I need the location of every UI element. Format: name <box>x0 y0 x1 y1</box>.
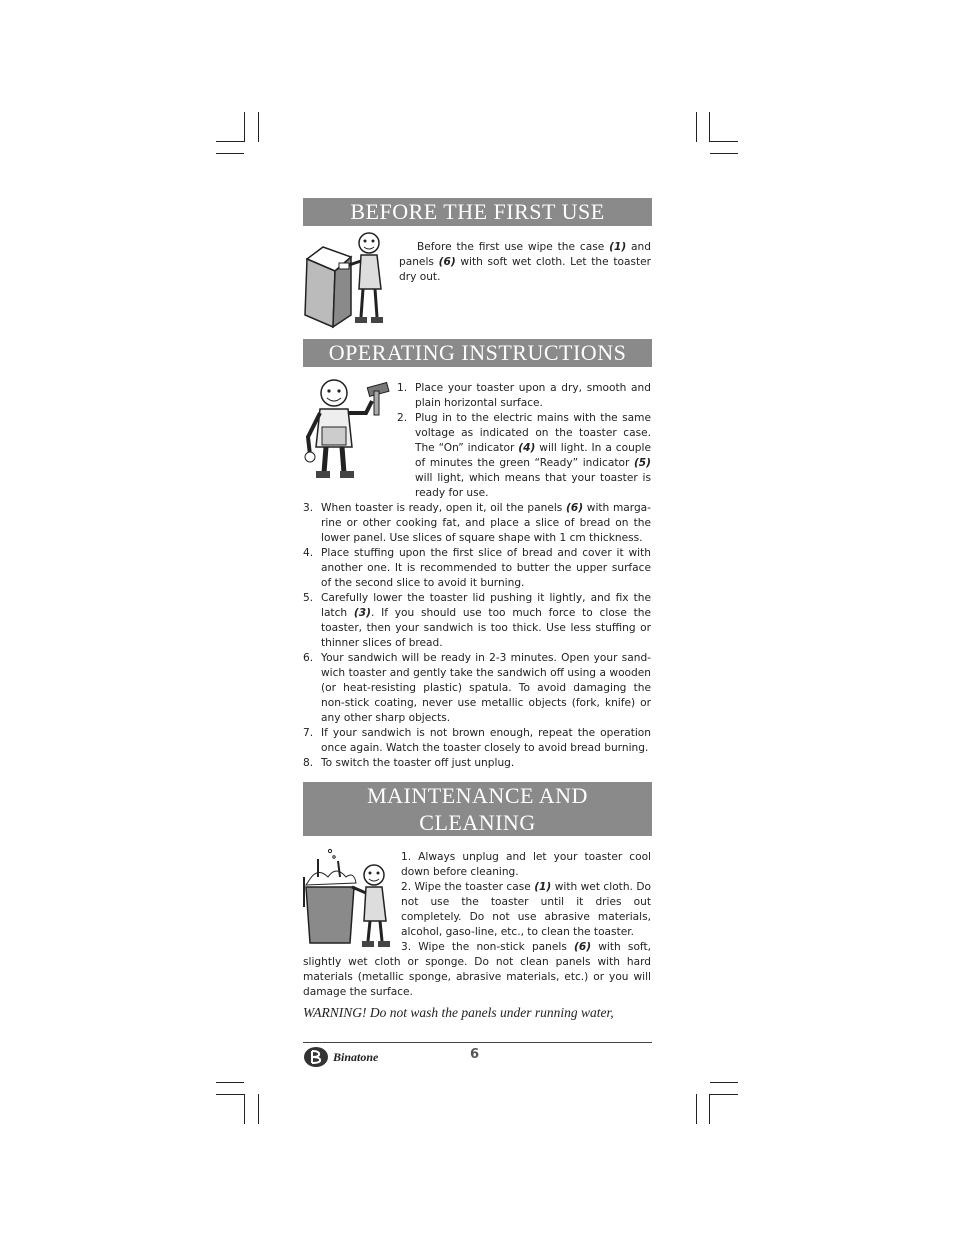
crop-mark <box>696 112 697 142</box>
section-header-operating-instructions <box>303 339 652 367</box>
footer-divider <box>303 1042 652 1043</box>
crop-mark <box>709 1094 710 1124</box>
crop-mark <box>244 1094 245 1124</box>
crop-mark <box>216 153 244 154</box>
list-item: 2. Plug in to the electric mains with the same voltage as indicated on the toaster case. The “On” indicator (4) will light. In a couple of minutes the green “Ready” indicator (5) will light, which means that your toaster is ready for use. <box>397 412 651 499</box>
warning-text: Do not wash the panels under running water, <box>366 1005 614 1020</box>
page-number: 6 <box>470 1047 480 1062</box>
section-title-line: MAINTENANCE AND <box>367 783 588 808</box>
crop-mark <box>709 1094 738 1095</box>
list-item: 6. Your sandwich will be ready in 2-3 minutes. Open your sand-wich toaster and gently take the sandwich off using a wooden (or heat-resisting plastic) spatula. To avoid damaging the non-stick coating, never use metallic objects (fork, knife) or any other sharp objects. <box>303 652 651 724</box>
binatone-logo-icon <box>303 1046 329 1068</box>
worker-with-hammer-illustration <box>300 377 395 481</box>
list-item: 1. Always unplug and let your toaster cool down before cleaning. <box>401 851 651 878</box>
section-header-before-first-use <box>303 198 652 226</box>
maintenance-steps-top <box>401 850 651 940</box>
maintenance-step-3: 3. Wipe the non-stick panels (6) with soft, slightly wet cloth or sponge. Do not clean panels with hard materials (metallic sponge, abrasive materials, etc.) or you will damage the surface. <box>303 941 651 998</box>
before-first-use-text: Before the first use wipe the case (1) and panels (6) with soft wet cloth. Let the toaster dry out. <box>399 241 651 283</box>
operating-steps-3-8 <box>303 501 651 771</box>
crop-mark <box>244 112 245 142</box>
list-item: 3. When toaster is ready, open it, oil the panels (6) with marga-rine or other cooking fat, and place a slice of bread on the lower panel. Use slices of square shape with 1 cm thickness. <box>303 502 651 544</box>
operating-steps-1-2 <box>397 381 651 501</box>
section-header-maintenance-cleaning <box>303 782 652 836</box>
crop-mark <box>696 1094 697 1124</box>
list-item: 2. Wipe the toaster case (1) with wet cloth. Do not use the toaster until it dries out completely. Do not use abrasive materials, alcohol, gaso-line, etc., to clean the toaster. <box>401 881 651 938</box>
section-title: OPERATING INSTRUCTIONS <box>328 340 627 365</box>
crop-mark <box>258 112 259 142</box>
section-title-line: CLEANING <box>419 810 536 835</box>
crop-mark <box>216 141 245 142</box>
toaster-cleaning-illustration <box>303 229 398 331</box>
warning-note <box>303 1005 663 1021</box>
list-item: 1. Place your toaster upon a dry, smooth and plain horizontal surface. <box>397 382 651 409</box>
washing-toaster-illustration <box>300 847 400 949</box>
brand-logo <box>303 1045 378 1069</box>
section-title: BEFORE THE FIRST USE <box>350 199 605 224</box>
list-item: 8. To switch the toaster off just unplug. <box>303 757 515 769</box>
crop-mark <box>258 1094 259 1124</box>
crop-mark <box>710 1082 738 1083</box>
warning-label: WARNING! <box>303 1005 367 1020</box>
crop-mark <box>216 1082 244 1083</box>
crop-mark <box>709 141 738 142</box>
crop-mark <box>216 1094 245 1095</box>
list-item: 5. Carefully lower the toaster lid pushing it lightly, and fix the latch (3). If you should use too much force to close the toaster, then your sandwich is too thick. Use less stuffing or thinner slices of bread. <box>303 592 651 649</box>
brand-name: Binatone <box>333 1049 379 1064</box>
crop-mark <box>709 112 710 142</box>
list-item: 4. Place stuffing upon the first slice of bread and cover it with another one. It is recommended to butter the upper surface of the second slice to avoid it burning. <box>303 547 651 589</box>
list-item: 7. If your sandwich is not brown enough, repeat the operation once again. Watch the toaster closely to avoid bread burning. <box>303 727 651 754</box>
crop-mark <box>710 153 738 154</box>
